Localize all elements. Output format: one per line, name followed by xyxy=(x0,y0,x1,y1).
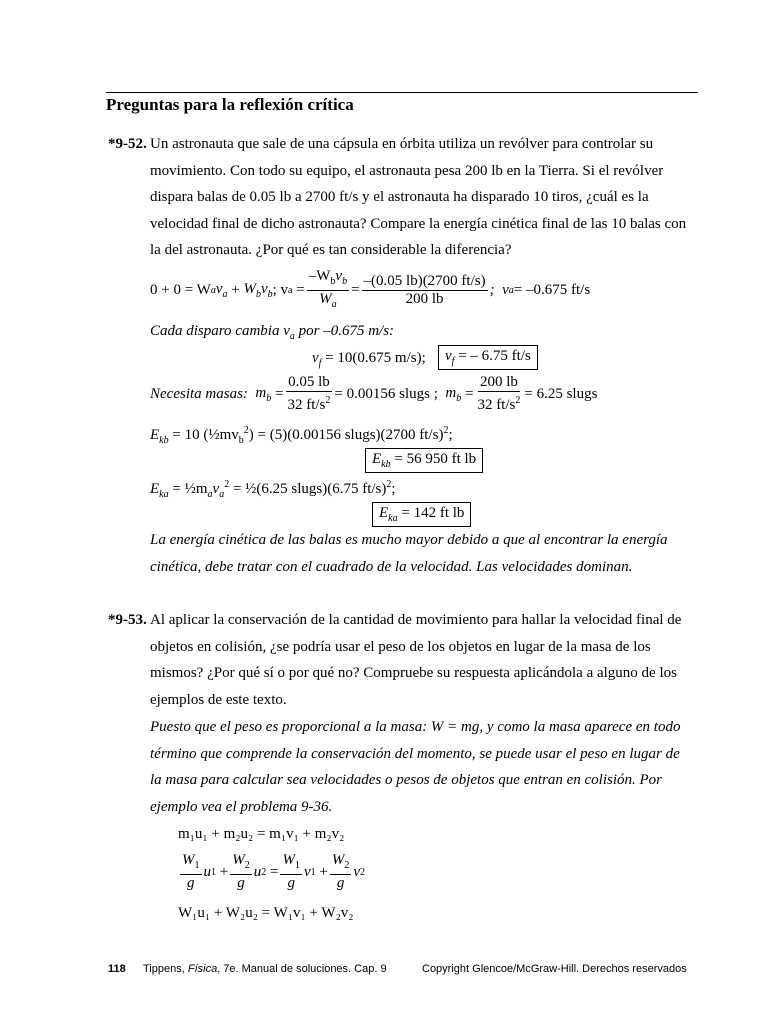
weight-momentum-equation: W₁u₁ + W₂u₂ = W₁v₁ + W₂v₂ xyxy=(178,905,354,921)
book-reference: Tippens, Física, 7e. Manual de soluciones. Cap. 9 xyxy=(143,963,387,975)
fraction: $\frac{200 lb}{32 ft/s^2}$ xyxy=(477,374,521,413)
mass-equation: Necesita masas: $m_b$ = $\frac{0.05 lb}{32 ft/s^2}$ = 0.00156 slugs ; $m_b$ = $\frac{200 lb}{32 ft/s^2}$ = 6.25 slugs xyxy=(150,374,598,413)
eka-equation: $E_{ka}$ = $\frac{1}{2}m_av_a^2$ = ½(6.25 slugs)(6.75 ft/s)$^2$; xyxy=(150,479,396,500)
problem-text-line: objetos en colisión, ¿se podría usar el peso de los objetos en lugar de la masa de los xyxy=(150,639,651,655)
mass-momentum-equation: m₁u₁ + m₂u₂ = m₁v₁ + m₂v₂ xyxy=(178,826,345,842)
fraction: $\frac{W_1}{g}$ xyxy=(282,852,300,891)
each-shot-note: Cada disparo cambia $v_a$ por –0.675 m/s: xyxy=(150,323,395,342)
problem-text-line: dispara balas de 0.05 lb a 2700 ft/s y el astronauta ha disparado 10 tiros, ¿cuál es la xyxy=(150,189,649,205)
top-rule xyxy=(106,92,698,93)
conclusion-line: La energía cinética de las balas es mucho mayor debido a que al encontrar la energía xyxy=(150,532,668,548)
problem-text-line: mismos? ¿Por qué sí o por qué no? Compruebe su respuesta aplicándola a alguno de los xyxy=(150,665,677,681)
problem-text-line: Un astronauta que sale de una cápsula en órbita utiliza un revólver para controlar su xyxy=(150,136,654,152)
answer-line: ejemplo vea el problema 9-36. xyxy=(150,799,333,815)
problem-number-9-52: *9-52. xyxy=(108,136,147,152)
problem-text-line: Al aplicar la conservación de la cantidad de movimiento para hallar la velocidad final de xyxy=(150,612,682,628)
fraction: $\frac{-(0.05 lb)(2700 ft/s)}{200 lb}$ xyxy=(363,272,486,307)
fraction: $\frac{-W_bv_b}{W_a}$ xyxy=(308,267,348,310)
problem-number-9-53: *9-53. xyxy=(108,612,147,628)
fraction: $\frac{W_2}{g}$ xyxy=(232,852,250,891)
momentum-equation: 0 + 0 = W a $v_a$ + $W_bv_b$ ; v a = $\frac{-W_bv_b}{W_a}$ = $\frac{-(0.05 lb)(2700 ft/s)}{200 lb}$ ; v a = –0.675 ft/s xyxy=(150,270,590,310)
answer-line: la masa para calcular sea velocidades o pesos de objetos que entran en colisión. Por xyxy=(150,772,663,788)
ekb-equation: $E_{kb} = 10$ $(\frac{1}{2}mv_b^2) = (5)(0.00156$ slugs)(2700 ft/s)$^2$; xyxy=(150,425,453,446)
weight-fraction-equation: $\frac{W_1}{g}$ u 1 + $\frac{W_2}{g}$ u 2 = $\frac{W_1}{g}$ v 1 + $\frac{W_2}{g}$ v 2 xyxy=(182,852,365,891)
copyright-notice: Copyright Glencoe/McGraw-Hill. Derechos reservados xyxy=(422,963,687,975)
section-title: Preguntas para la reflexión crítica xyxy=(106,95,354,114)
answer-box-eka: $E_{ka} = 142$ ft lb xyxy=(372,502,471,527)
fraction: $\frac{W_2}{g}$ xyxy=(331,852,350,891)
problem-text-line: ejemplos de este texto. xyxy=(150,692,287,708)
problem-text-line: velocidad final de dicho astronauta? Compare la energía cinética final de las 10 balas con xyxy=(150,216,687,232)
answer-line: Puesto que el peso es proporcional a la masa: W = mg, y como la masa aparece en todo xyxy=(150,719,681,735)
vf-equation: $v_f = 10(0.675$ m/s); xyxy=(312,350,426,369)
answer-box-vf: $v_f$ = – 6.75 ft/s xyxy=(438,345,538,370)
problem-text-line: la del astronauta. ¿Por qué es tan considerable la diferencia? xyxy=(150,242,512,258)
answer-box-ekb: $E_{kb} = 56$ 950 ft lb xyxy=(365,448,483,473)
fraction: $\frac{0.05 lb}{32 ft/s^2}$ xyxy=(287,374,331,413)
problem-text-line: movimiento. Con todo su equipo, el astronauta pesa 200 lb en la Tierra. Si el revólver xyxy=(150,163,664,179)
conclusion-line: cinética, debe tratar con el cuadrado de la velocidad. Las velocidades dominan. xyxy=(150,559,633,575)
fraction: $\frac{W_1}{g}$ xyxy=(182,852,200,891)
answer-line: término que comprende la conservación del momento, se puede usar el peso en lugar de xyxy=(150,746,680,762)
page-number: 118 xyxy=(108,963,126,975)
